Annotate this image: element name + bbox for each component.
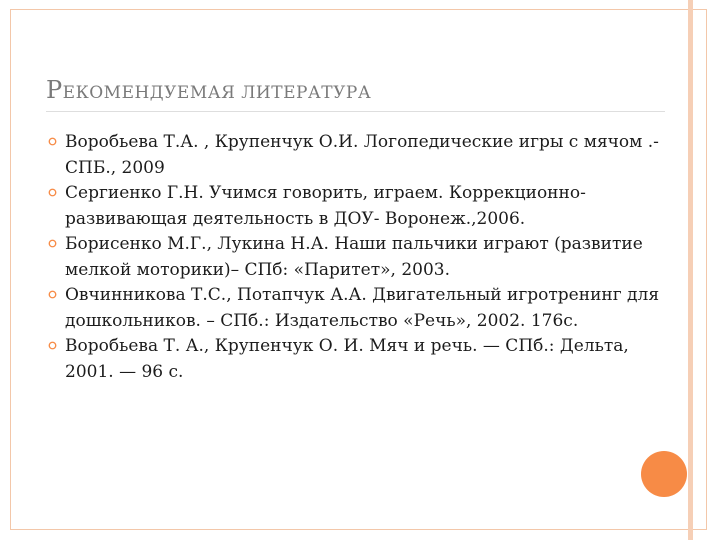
circle-ring-icon <box>48 239 57 248</box>
slide-title-first-letter: Р <box>46 76 63 104</box>
circle-ring-icon <box>48 137 57 146</box>
title-divider <box>46 111 665 112</box>
list-item <box>48 334 663 385</box>
decorative-orange-circle <box>641 451 687 497</box>
circle-ring-icon <box>48 341 57 350</box>
list-item <box>48 181 663 232</box>
literature-list <box>48 130 663 385</box>
list-item-text: Овчинникова Т.С., Потапчук А.А. Двигательный игротренинг для дошкольников. – СПб.: Издательство «Речь», 2002. 176с. <box>65 285 660 331</box>
list-item-text: Воробьева Т.А. , Крупенчук О.И. Логопедические игры с мячом .- СПБ., 2009 <box>65 132 659 178</box>
side-accent-bar <box>688 0 693 540</box>
circle-ring-icon <box>48 188 57 197</box>
circle-ring-icon <box>48 290 57 299</box>
slide-title-rest: ЕКОМЕНДУЕМАЯ ЛИТЕРАТУРА <box>62 83 372 103</box>
list-item-text: Воробьева Т. А., Крупенчук О. И. Мяч и речь. — СПб.: Дельта, 2001. — 96 с. <box>65 336 629 382</box>
list-item <box>48 232 663 283</box>
list-item <box>48 130 663 181</box>
list-item-text: Борисенко М.Г., Лукина Н.А. Наши пальчики играют (развитие мелкой моторики)– СПб: «Паритет», 2003. <box>65 234 643 280</box>
list-item <box>48 283 663 334</box>
slide-title <box>46 76 371 104</box>
list-item-text: Сергиенко Г.Н. Учимся говорить, играем. Коррекционно-развивающая деятельность в ДОУ- Воронеж.,2006. <box>65 183 586 229</box>
